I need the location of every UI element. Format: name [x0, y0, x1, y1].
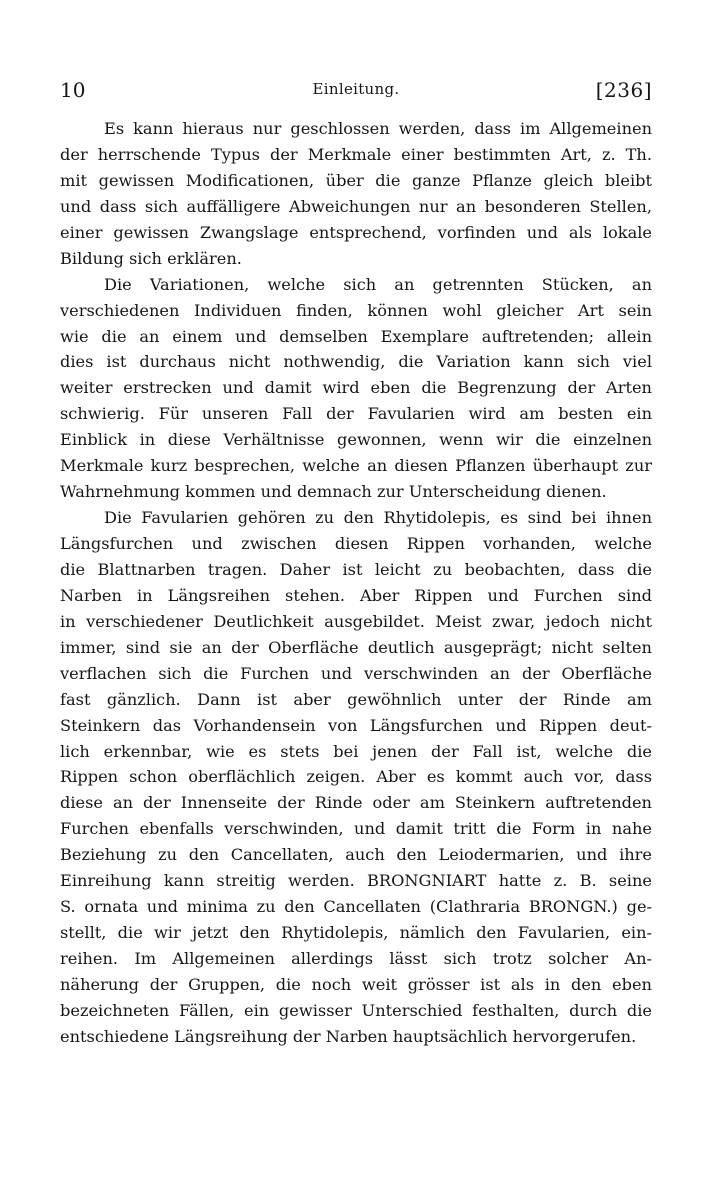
- text-line: stellt, die wir jetzt den Rhytidolepis, nämlich den Favularien, ein-: [60, 923, 652, 943]
- text-line: und dass sich auffälligere Abweichungen nur an besonderen Stellen,: [60, 196, 652, 216]
- text-line: dies ist durchaus nicht nothwendig, die Variation kann sich viel: [60, 352, 652, 372]
- text-line: die Blattnarben tragen. Daher ist leicht zu beobachten, dass die: [60, 559, 652, 579]
- text-line: der herrschende Typus der Merkmale einer bestimmten Art, z. Th.: [60, 144, 652, 164]
- text-line: verschiedenen Individuen finden, können wohl gleicher Art sein: [60, 300, 652, 320]
- text-line: Längsfurchen und zwischen diesen Rippen vorhanden, welche: [60, 534, 652, 553]
- text-line: Die Variationen, welche sich an getrennten Stücken, an: [104, 274, 652, 294]
- text-line: Einblick in diese Verhältnisse gewonnen, wenn wir die einzelnen: [60, 430, 652, 450]
- text-line: näherung der Gruppen, die noch weit grösser ist als in den eben: [60, 974, 652, 994]
- text-line: Einreihung kann streitig werden. BRONGNIART hatte z. B. seine: [60, 871, 652, 891]
- text-line: Wahrnehmung kommen und demnach zur Unterscheidung dienen.: [60, 482, 607, 502]
- text-line: immer, sind sie an der Oberfläche deutlich ausgeprägt; nicht selten: [60, 637, 652, 657]
- text-line: reihen. Im Allgemeinen allerdings lässt sich trotz solcher An-: [60, 949, 652, 968]
- running-title: Einleitung.: [312, 80, 400, 98]
- text-line: Steinkern das Vorhandensein von Längsfurchen und Rippen deut-: [60, 715, 652, 735]
- text-line: einer gewissen Zwangslage entsprechend, vorfinden und als lokale: [60, 222, 652, 242]
- text-line: Bildung sich erklären.: [60, 248, 242, 268]
- text-line: in verschiedener Deutlichkeit ausgebildet. Meist zwar, jedoch nicht: [60, 611, 652, 631]
- text-line: Rippen schon oberflächlich zeigen. Aber es kommt auch vor, dass: [60, 767, 652, 787]
- text-line: S. ornata und minima zu den Cancellaten (Clathraria BRONGN.) ge-: [60, 897, 652, 917]
- text-line: schwierig. Für unseren Fall der Favularien wird am besten ein: [60, 404, 652, 424]
- original-page-reference: [236]: [595, 78, 652, 102]
- text-line: mit gewissen Modificationen, über die ganze Pflanze gleich bleibt: [60, 170, 652, 190]
- text-line: entschiedene Längsreihung der Narben hauptsächlich hervorgerufen.: [60, 1026, 637, 1046]
- body-text: [60, 116, 652, 1050]
- text-line: Merkmale kurz besprechen, welche an diesen Pflanzen überhaupt zur: [60, 456, 652, 476]
- page-number: 10: [60, 78, 86, 102]
- page-header: [60, 78, 652, 104]
- text-line: Beziehung zu den Cancellaten, auch den Leiodermarien, und ihre: [60, 845, 652, 865]
- text-line: verflachen sich die Furchen und verschwinden an der Oberfläche: [60, 663, 652, 683]
- text-line: diese an der Innenseite der Rinde oder am Steinkern auftretenden: [60, 793, 652, 813]
- text-line: lich erkennbar, wie es stets bei jenen der Fall ist, welche die: [60, 741, 652, 761]
- text-line: Narben in Längsreihen stehen. Aber Rippen und Furchen sind: [60, 585, 652, 605]
- text-line: Die Favularien gehören zu den Rhytidolepis, es sind bei ihnen: [104, 508, 652, 528]
- text-line: Furchen ebenfalls verschwinden, und damit tritt die Form in nahe: [60, 819, 652, 839]
- text-line: fast gänzlich. Dann ist aber gewöhnlich unter der Rinde am: [60, 689, 652, 709]
- text-line: weiter erstrecken und damit wird eben die Begrenzung der Arten: [60, 378, 652, 398]
- text-line: Es kann hieraus nur geschlossen werden, dass im Allgemeinen: [104, 119, 652, 138]
- text-line: wie die an einem und demselben Exemplare auftretenden; allein: [60, 326, 652, 346]
- text-line: bezeichneten Fällen, ein gewisser Unterschied festhalten, durch die: [60, 1000, 652, 1020]
